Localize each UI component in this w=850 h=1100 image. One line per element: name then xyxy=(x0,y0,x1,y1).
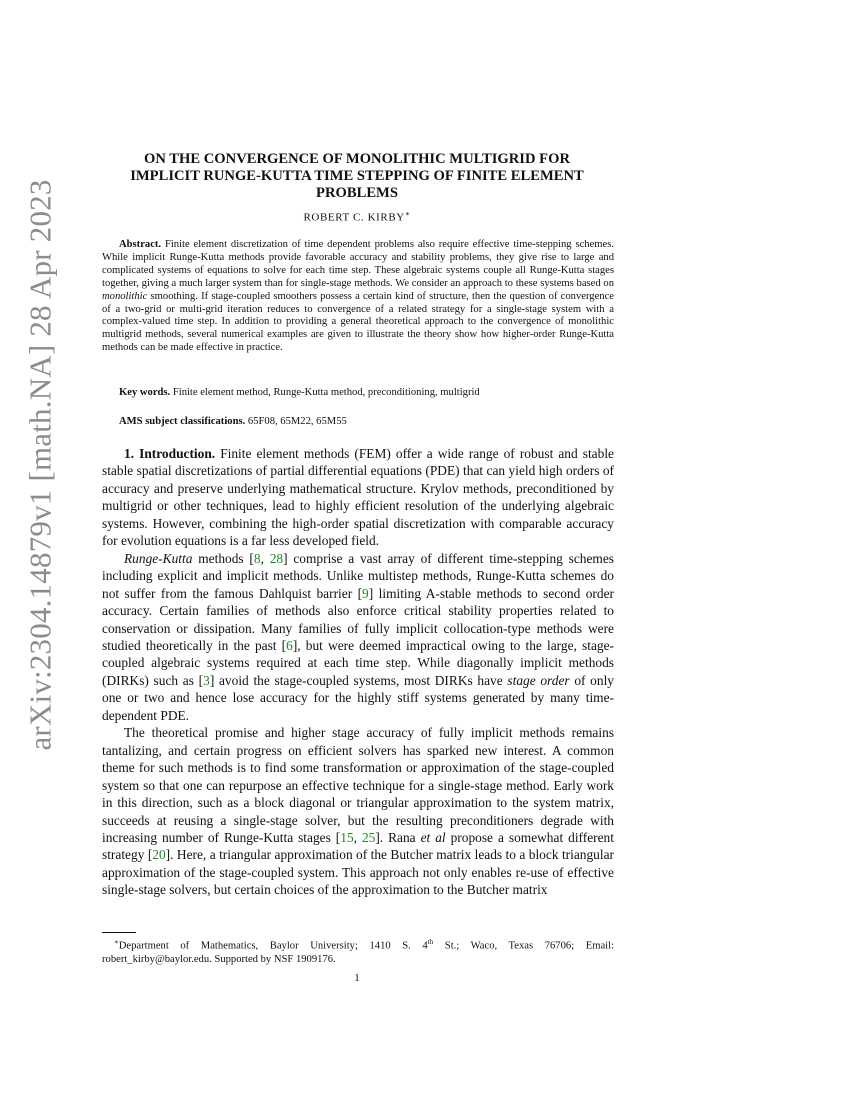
title-line-3: PROBLEMS xyxy=(316,185,398,201)
intro-paragraph-3 xyxy=(102,724,614,899)
section-heading: 1. Introduction. xyxy=(124,446,216,461)
abstract-label: Abstract. xyxy=(119,239,162,250)
citation-link[interactable]: 8 xyxy=(253,550,261,566)
footnote-superscript: th xyxy=(427,938,434,946)
key-words-text: Finite element method, Runge-Kutta method, preconditioning, multigrid xyxy=(172,387,480,398)
abstract-text-2: smoothing. If stage-coupled smoothers possess a certain kind of structure, then the question of convergence of a two-grid or multi-grid iteration reduces to convergence of a related strategy for a single-stage system with a complex-valued time step. In addition to providing a general theoretical approach to the convergence of monolithic multigrid methods, several numerical examples are given to illustrate the theory show how higher-order Runge-Kutta methods can be made effective in practice. xyxy=(102,290,614,354)
title-line-1: ON THE CONVERGENCE OF MONOLITHIC MULTIGRID FOR xyxy=(144,151,570,167)
footnote-rule xyxy=(102,932,136,933)
key-words-label: Key words. xyxy=(119,387,171,398)
citation-link[interactable]: 3 xyxy=(203,672,210,688)
abstract xyxy=(102,239,614,355)
stage-order-emphasis: stage order xyxy=(507,672,570,688)
citation-link[interactable]: 9 xyxy=(362,585,369,601)
author-line xyxy=(100,209,614,224)
abstract-emphasis: monolithic xyxy=(102,290,148,302)
p2-text-2: , xyxy=(260,550,270,566)
ams-classifications xyxy=(102,415,614,428)
p2-text-4: ] limiting A-stable methods to second order accuracy. Certain families of methods also enforce critical stability properties related to conservation or dissipation. Many families of fully implicit collocation-type methods were studied theoretically in the past [ xyxy=(102,585,614,653)
title-line-2: IMPLICIT RUNGE-KUTTA TIME STEPPING OF FINITE ELEMENT xyxy=(130,168,584,184)
et-al-emphasis: et al xyxy=(420,829,446,845)
p2-text-3: ] comprise a vast array of different time-stepping schemes including explicit and implicit methods. Unlike multistep methods, Runge-Kutta schemes do not suffer from the famous Dahlquist barrier [ xyxy=(102,550,614,601)
footnote-mark: ∗ xyxy=(114,938,119,946)
runge-kutta-emphasis: Runge-Kutta xyxy=(124,550,193,566)
arxiv-identifier-stamp xyxy=(22,179,60,751)
introduction-section xyxy=(102,445,614,899)
p2-text-7: of only one or two and hence lose accuracy for the highly stiff systems generated by many time-dependent PDE. xyxy=(102,672,614,723)
citation-link[interactable]: 15 xyxy=(340,829,354,845)
p2-text-6: ] avoid the stage-coupled systems, most DIRKs have xyxy=(209,672,503,688)
p3-text-5: ]. Here, a triangular approximation of the Butcher matrix leads to a block triangular approximation of the stage-coupled system. This approach not only enables re-use of effective single-stage solvers, but certain choices of the approximation to the Butcher matrix xyxy=(102,847,614,898)
intro-p1-text: Finite element methods (FEM) offer a wide range of robust and stable stable spatial discretizations of partial differential equations (PDE) that can yield high orders of accuracy and preserve underlying mathematical structure. Krylov methods, preconditioned by multigrid or other techniques, lead to highly efficient resolution of the underlying algebraic systems. However, combining the high-order spatial discretization with comparable accuracy for evolution equations is a far less developed field. xyxy=(102,446,614,549)
key-words xyxy=(102,386,614,399)
author-footnote xyxy=(102,936,614,967)
intro-paragraph-1 xyxy=(102,445,614,550)
ams-text: 65F08, 65M22, 65M55 xyxy=(247,416,347,427)
arxiv-identifier-text: arXiv:2304.14879v1 [math.NA] 28 Apr 2023 xyxy=(23,179,59,751)
page-number: 1 xyxy=(354,972,360,984)
paper-title xyxy=(100,151,614,202)
intro-paragraph-2 xyxy=(102,550,614,725)
p3-text-1: The theoretical promise and higher stage accuracy of fully implicit methods remains tantalizing, and certain progress on efficient solvers has sparked new interest. A common theme for such methods is to find some transformation or approximation of the stage-coupled system so that one can repurpose an effective technique for a single-stage method. Early work in this direction, such as a block diagonal or triangular approximation to the system matrix, succeeds at reusing a single-stage solver, but the resulting preconditioners degrade with increasing number of Runge-Kutta stages [ xyxy=(102,725,614,845)
citation-link[interactable]: 28 xyxy=(269,550,284,566)
citation-link[interactable]: 20 xyxy=(152,847,166,863)
footnote-text-2: St.; Waco, Texas 76706; Email: robert_kirby@baylor.edu. Supported by NSF 1909176. xyxy=(102,940,614,966)
p3-text-3: ]. Rana xyxy=(375,829,416,845)
p3-text-4: propose a somewhat different strategy [ xyxy=(102,829,614,863)
footnote-text-1: Department of Mathematics, Baylor University; 1410 S. 4 xyxy=(118,940,428,952)
citation-link[interactable]: 6 xyxy=(286,637,293,653)
author-footnote-mark: ∗ xyxy=(404,209,411,218)
ams-label: AMS subject classifications. xyxy=(119,416,246,427)
p2-text-5: ], but were deemed impractical owing to the large, stage-coupled algebraic systems required at each time step. While diagonally implicit methods (DIRKs) such as [ xyxy=(102,637,614,688)
abstract-text-1: Finite element discretization of time dependent problems also require effective time-stepping schemes. While implicit Runge-Kutta methods provide favorable accuracy and stability problems, they give rise to large and complicated systems of equations to solve for each time step. These algebraic systems couple all Runge-Kutta stages together, giving a much larger system than for single-stage methods. We consider an approach to these systems based on xyxy=(102,239,614,289)
author-name: ROBERT C. KIRBY xyxy=(303,211,405,224)
citation-link[interactable]: 25 xyxy=(361,829,376,845)
p2-text-1: methods [ xyxy=(198,550,254,566)
p3-text-2: , xyxy=(353,829,362,845)
